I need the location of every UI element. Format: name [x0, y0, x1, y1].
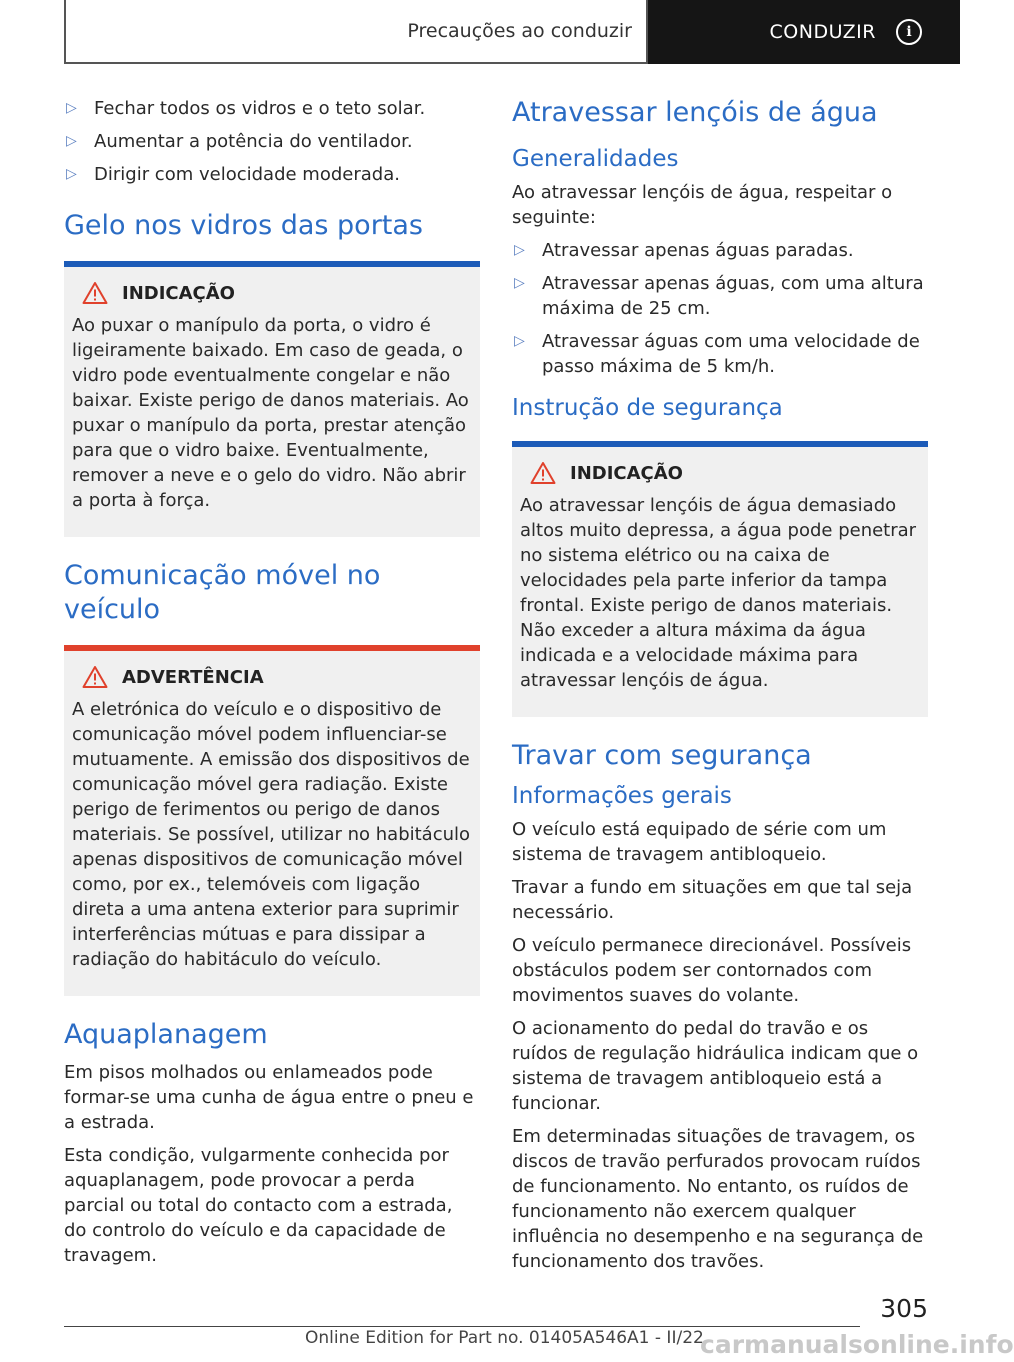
paragraph: Travar a fundo em situações em que tal seja necessário. — [512, 877, 913, 923]
page-number: 305 — [880, 1294, 928, 1323]
heading-comunicacao: Comunicação móvel no veículo — [64, 560, 381, 625]
list-item: ▷ Atravessar apenas águas, com uma altura máxima de 25 cm. — [514, 273, 924, 319]
notice-box — [64, 261, 480, 537]
list-item: ▷ Atravessar águas com uma velocidade de passo máxima de 5 km/h. — [514, 331, 920, 377]
ventilation-list — [64, 96, 480, 187]
left-column — [64, 96, 480, 1276]
edition-text: Online Edition for Part no. 01405A546A1 - II/22 — [305, 1328, 704, 1348]
subheading-informacoes: Informações gerais — [512, 783, 732, 809]
watermark: carmanualsonline.info — [700, 1330, 1014, 1359]
heading-aquaplanagem: Aquaplanagem — [64, 1019, 268, 1050]
warning-triangle-icon — [530, 461, 556, 485]
paragraph: O veículo está equipado de série com um sistema de travagem antibloqueio. — [512, 819, 887, 865]
section-tab — [64, 0, 648, 64]
notice-text: Ao atravessar lençóis de água demasiado altos muito depressa, a água pode penetrar no sistema elétrico ou na caixa de velocidades pela parte inferior da tampa frontal. Existe perigo de danos materiais. Não exceder a altura máxima da água indicada e a velocidade máxima para atravessar lençóis de água. — [520, 495, 917, 691]
warning-text: A eletrónica do veículo e o dispositivo de comunicação móvel podem influenciar-se mutuamente. A emissão dos dispositivos de comunicação móvel gera radiação. Existe perigo de ferimentos ou perigo de danos materiais. Se possível, utilizar no habitáculo apenas dispositivos de comunicação móvel como, por ex., telemóveis com ligação direta a uma antena exterior para suprimir interferências mútuas e para dissipar a radiação do habitáculo do veículo. — [72, 699, 471, 970]
subheading-instrucao: Instrução de segurança — [512, 395, 783, 421]
heading-travar: Travar com segurança — [512, 740, 812, 771]
paragraph: Em determinadas situações de travagem, os discos de travão perfurados provocam ruídos de funcionamento. No entanto, os ruídos de funcionamento não exercem qualquer influência no desempenho e na segurança de funcionamento dos travões. — [512, 1126, 924, 1272]
warning-triangle-icon — [82, 281, 108, 305]
paragraph: O acionamento do pedal do travão e os ruídos de regulação hidráulica indicam que o sistema de travagem antibloqueio está a funcionar. — [512, 1018, 919, 1114]
list-item: ▷ Aumentar a potência do ventilador. — [66, 131, 413, 152]
subheading-generalidades: Generalidades — [512, 146, 679, 172]
notice-text: Ao puxar o manípulo da porta, o vidro é ligeiramente baixado. Em caso de geada, o vidro pode eventualmente congelar e não baixar. Existe perigo de danos materiais. Ao puxar o manípulo da porta, prestar atenção para que o vidro baixe. Eventualmente, remover a neve e o gelo do vidro. Não abrir a porta à força. — [72, 315, 469, 511]
bullet-triangle-icon: ▷ — [66, 166, 77, 182]
notice-title: INDICAÇÃO — [122, 282, 235, 304]
warning-triangle-icon — [82, 665, 108, 689]
heading-atravessar: Atravessar lençóis de água — [512, 97, 878, 128]
heading-gelo: Gelo nos vidros das portas — [64, 210, 424, 241]
list-item: ▷ Dirigir com velocidade moderada. — [66, 164, 400, 185]
warning-title: ADVERTÊNCIA — [122, 666, 264, 688]
list-item: ▷ Fechar todos os vidros e o teto solar. — [66, 98, 426, 119]
section-title: Precauções ao conduzir — [407, 20, 632, 42]
paragraph: Em pisos molhados ou enlameados pode formar-se uma cunha de água entre o pneu e a estrada. — [64, 1062, 474, 1133]
paragraph: O veículo permanece direcionável. Possíveis obstáculos podem ser contornados com movimentos suaves do volante. — [512, 935, 912, 1006]
bullet-triangle-icon: ▷ — [66, 133, 77, 149]
notice-box — [512, 441, 928, 717]
chapter-title: CONDUZIR — [769, 21, 876, 43]
paragraph: Ao atravessar lençóis de água, respeitar o seguinte: — [512, 182, 893, 228]
paragraph: Esta condição, vulgarmente conhecida por aquaplanagem, pode provocar a perda parcial ou total do contacto com a estrada, do controlo do veículo e da capacidade de travagem. — [64, 1145, 453, 1266]
warning-box — [64, 645, 480, 996]
page-header — [64, 0, 960, 64]
right-column — [512, 96, 928, 1282]
bullet-triangle-icon: ▷ — [514, 275, 525, 291]
info-icon: i — [896, 19, 922, 45]
water-crossing-list — [512, 238, 928, 379]
list-item: ▷ Atravessar apenas águas paradas. — [514, 240, 854, 261]
bullet-triangle-icon: ▷ — [514, 242, 525, 258]
bullet-triangle-icon: ▷ — [514, 333, 525, 349]
notice-title: INDICAÇÃO — [570, 462, 683, 484]
bullet-triangle-icon: ▷ — [66, 100, 77, 116]
footer-rule — [64, 1326, 860, 1327]
chapter-tab — [648, 0, 960, 64]
